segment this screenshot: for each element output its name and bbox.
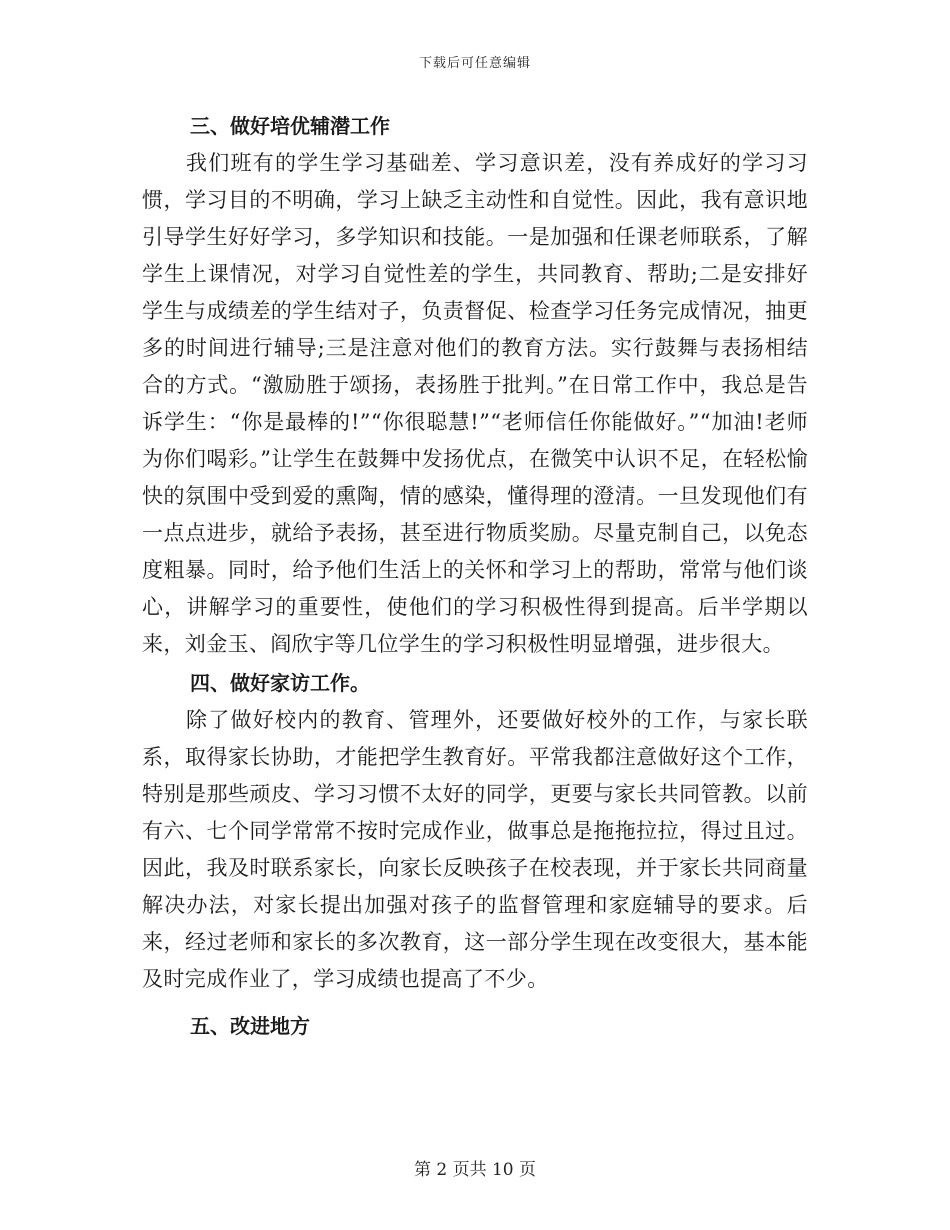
section-paragraph-4: 除了做好校内的教育、管理外，还要做好校外的工作，与家长联系，取得家长协助，才能把学生教育好。平常我都注意做好这个工作，特别是那些顽皮、学习习惯不太好的同学，更要与家长共同管教。以前有六、七个同学常常不按时完成作业，做事总是拖拖拉拉，得过且过。因此，我及时联系家长，向家长反映孩子在校表现，并于家长共同商量解决办法，对家长提出加强对孩子的监督管理和家庭辅导的要求。后来，经过老师和家长的多次教育，这一部分学生现在改变很大，基本能及时完成作业了，学习成绩也提高了不少。 [142,708,808,991]
section-heading-4: 四、做好家访工作。 [190,671,370,695]
section-heading-3: 三、做好培优辅潜工作 [190,114,390,138]
section-paragraph-3: 我们班有的学生学习基础差、学习意识差，没有养成好的学习习惯，学习目的不明确，学习上缺乏主动性和自觉性。因此，我有意识地引导学生好好学习，多学知识和技能。一是加强和任课老师联系，了解学生上课情况，对学习自觉性差的学生，共同教育、帮助;二是安排好学生与成绩差的学生结对子，负责督促、检查学习任务完成情况，抽更多的时间进行辅导;三是注意对他们的教育方法。实行鼓舞与表扬相结合的方式。“激励胜于颂扬，表扬胜于批判。”在日常工作中，我总是告诉学生：“你是最棒的!”“你很聪慧!”“老师信任你能做好。”“加油!老师为你们喝彩。”让学生在鼓舞中发扬优点，在微笑中认识不足，在轻松愉快的氛围中受到爱的熏陶，情的感染，懂得理的澄清。一旦发现他们有一点点进步，就给予表扬，甚至进行物质奖励。尽量克制自己，以免态度粗暴。同时，给予他们生活上的关怀和学习上的帮助，常常与他们谈心，讲解学习的重要性，使他们的学习积极性得到提高。后半学期以来，刘金玉、阎欣宇等几位学生的学习积极性明显增强，进步很大。 [142,151,808,656]
page-number: 第 2 页共 10 页 [413,1160,537,1180]
page-header: 下载后可任意编辑 [418,56,531,71]
document-body [142,108,808,1045]
section-heading-5: 五、改进地方 [190,1014,310,1038]
